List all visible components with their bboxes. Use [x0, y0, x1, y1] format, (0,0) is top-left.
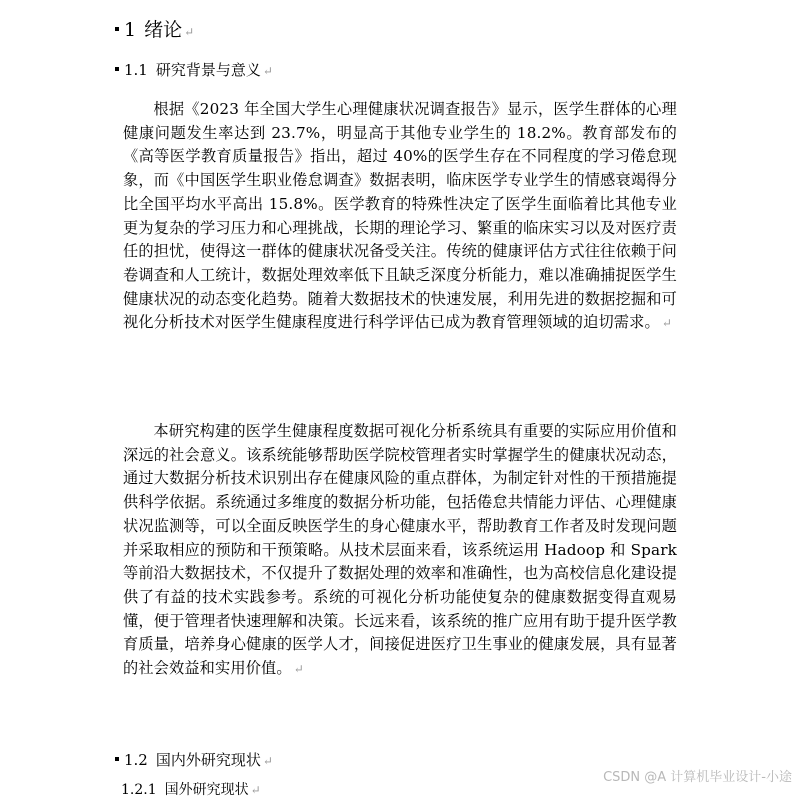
heading-number: 1.2.1 [121, 782, 157, 798]
heading-title: 国外研究现状 [164, 782, 249, 798]
heading-title: 研究背景与意义 [155, 61, 261, 79]
paragraph-mark-icon: ↵ [184, 25, 195, 39]
heading-number: 1 [124, 19, 137, 41]
paragraph-text: 本研究构建的医学生健康程度数据可视化分析系统具有重要的实际应用价值和深远的社会意义。该系统能够帮助医学院校管理者实时掌握学生的健康状况动态，通过大数据分析技术识别出存在健康风险的重点群体，为制定针对性的干预措施提供科学依据。系统通过多维度的数据分析功能，包括倦怠共情能力评估、心理健康状况监测等，可以全面反映医学生的身心健康水平，帮助教育工作者及时发现问题并采取相应的预防和干预策略。从技术层面来看，该系统运用 Hadoop 和 Spark 等前沿大数据技术，不仅提升了数据处理的效率和准确性，也为高校信息化建设提供了有益的技术实践参考。系统的可视化分析功能使复杂的健康数据变得直观易懂，便于管理者快速理解和决策。长远来看，该系统的推广应用有助于提升医学教育质量，培养身心健康的医学人才，间接促进医疗卫生事业的健康发展，具有显著的社会效益和实用价值。 [123, 422, 677, 678]
paragraph-mark-icon: ↵ [262, 64, 273, 78]
heading-title: 国内外研究现状 [155, 751, 261, 769]
heading-section-1-1 [115, 59, 273, 82]
body-paragraph-1 [123, 98, 677, 336]
paragraph-mark-icon: ↵ [262, 754, 273, 768]
heading-chapter [115, 16, 194, 46]
heading-title: 绪论 [144, 19, 183, 41]
paragraph-mark-icon: ↵ [293, 662, 304, 677]
paragraph-text: 根据《2023 年全国大学生心理健康状况调查报告》显示，医学生群体的心理健康问题发生率达到 23.7%，明显高于其他专业学生的 18.2%。教育部发布的《高等医学教育质量报告》指出，超过 40%的医学生存在不同程度的学习倦怠现象，而《中国医学生职业倦怠调查》数据表明，临床医学专业学生的情感衰竭得分比全国平均水平高出 15.8%。医学教育的特殊性决定了医学生面临着比其他专业更为复杂的学习压力和心理挑战，长期的理论学习、繁重的临床实习以及对医疗责任的担忧，使得这一群体的健康状况备受关注。传统的健康评估方式往往依赖于问卷调查和人工统计，数据处理效率低下且缺乏深度分析能力，难以准确捕捉医学生健康状况的动态变化趋势。随着大数据技术的快速发展，利用先进的数据挖掘和可视化分析技术对医学生健康程度进行科学评估已成为教育管理领域的迫切需求。 [123, 100, 677, 332]
heading-number: 1.2 [124, 751, 148, 769]
paragraph-mark-icon: ↵ [250, 783, 261, 797]
list-marker [115, 757, 119, 761]
body-paragraph-2 [123, 420, 677, 682]
csdn-watermark: CSDN @A 计算机毕业设计-小途 [603, 770, 792, 785]
list-marker [115, 67, 119, 71]
heading-number: 1.1 [124, 61, 148, 79]
paragraph-mark-icon: ↵ [661, 316, 673, 331]
heading-section-1-2 [115, 749, 273, 772]
heading-subsection-1-2-1 [121, 780, 261, 800]
list-marker [115, 27, 119, 31]
